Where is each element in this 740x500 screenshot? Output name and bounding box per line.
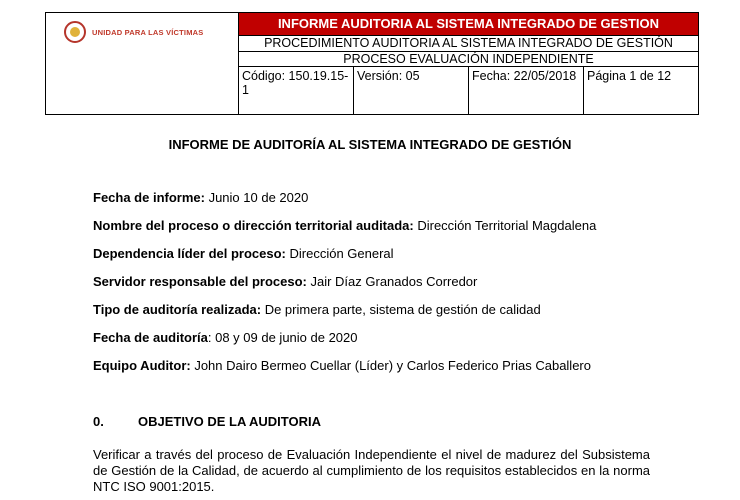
field-lead-dependency [93, 246, 394, 261]
field-audited-process [93, 218, 596, 233]
field-label: Nombre del proceso o dirección territorial auditada: [93, 218, 414, 233]
doc-date: Fecha: 22/05/2018 [469, 67, 584, 115]
header-title: INFORME AUDITORIA AL SISTEMA INTEGRADO DE GESTION [239, 13, 698, 35]
field-label: Servidor responsable del proceso: [93, 274, 307, 289]
section-title: OBJETIVO DE LA AUDITORIA [138, 414, 321, 429]
doc-code: Código: 150.19.15-1 [239, 67, 354, 115]
field-label: Tipo de auditoría realizada: [93, 302, 262, 317]
field-value: De primera parte, sistema de gestión de calidad [261, 302, 541, 317]
coat-of-arms-icon [64, 21, 86, 43]
document-title: INFORME DE AUDITORÍA AL SISTEMA INTEGRADO DE GESTIÓN [168, 137, 572, 152]
logo [46, 13, 238, 43]
doc-version: Versión: 05 [354, 67, 469, 115]
logo-text: UNIDAD PARA LAS VÍCTIMAS [92, 27, 204, 37]
header-title-cell [239, 13, 699, 36]
doc-page: Página 1 de 12 [584, 67, 699, 115]
field-label: Dependencia líder del proceso: [93, 246, 286, 261]
section-heading [93, 414, 321, 429]
field-audit-date [93, 330, 358, 345]
field-value: Junio 10 de 2020 [204, 190, 309, 205]
field-audit-team [93, 358, 591, 373]
field-label: Fecha de informe: [93, 190, 205, 205]
field-value: John Dairo Bermeo Cuellar (Líder) y Carlos Federico Prias Caballero [190, 358, 591, 373]
field-label: Fecha de auditoría [93, 330, 208, 345]
field-value: Dirección Territorial Magdalena [413, 218, 597, 233]
document-header [45, 12, 699, 115]
field-value: : 08 y 09 de junio de 2020 [207, 330, 358, 345]
process-line: PROCESO EVALUACIÓN INDEPENDIENTE [239, 52, 699, 67]
field-value: Dirección General [285, 246, 394, 261]
field-label: Equipo Auditor: [93, 358, 191, 373]
field-value: Jair Díaz Granados Corredor [306, 274, 478, 289]
logo-cell [46, 13, 239, 115]
section-number: 0. [93, 414, 104, 429]
field-report-date [93, 190, 308, 205]
field-responsible [93, 274, 477, 289]
section-paragraph: Verificar a través del proceso de Evaluación Independiente el nivel de madurez del Subsistema de Gestión de la Calidad, de acuerdo al cumplimiento de los requisitos establecidos en la norma NTC ISO 9001:2015. [93, 447, 650, 494]
procedure-line: PROCEDIMIENTO AUDITORIA AL SISTEMA INTEGRADO DE GESTIÓN [239, 36, 699, 52]
field-audit-type [93, 302, 541, 317]
